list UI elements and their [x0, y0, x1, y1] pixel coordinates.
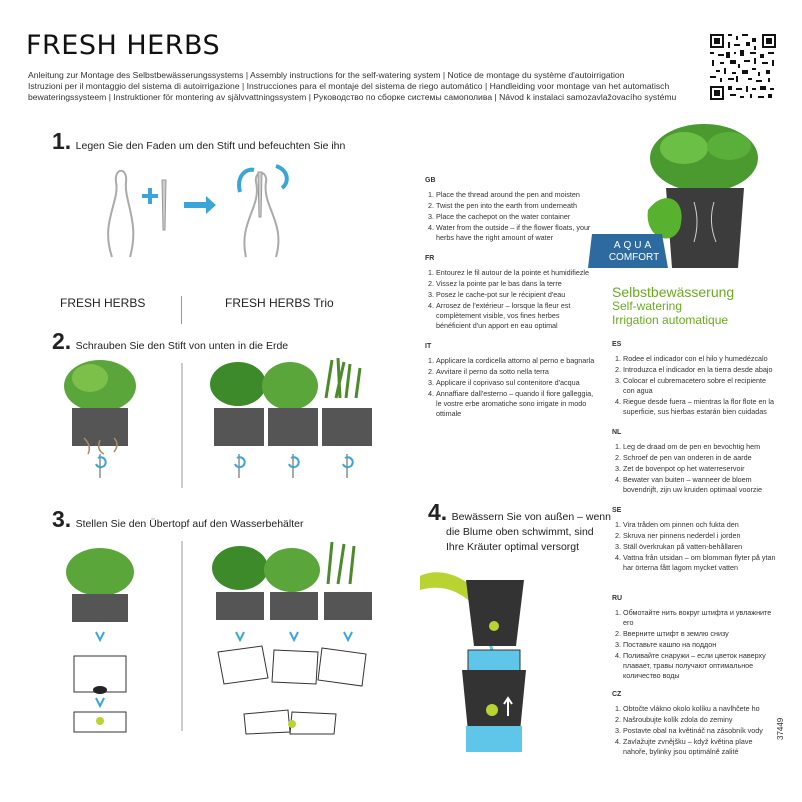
nl-item-2: 2. Schroef de pen van onderen in de aarde — [623, 453, 777, 463]
cz-item-2: 2. Našroubujte kolík zdola do zeminy — [623, 715, 777, 725]
step-3-illustration — [60, 536, 380, 736]
cz-item-1: 1. Obtočte vlákno okolo kolíku a navlhčete ho — [623, 704, 777, 714]
gb-item-2: 2. Twist the pen into the earth from underneath — [436, 201, 595, 211]
lang-nl — [612, 428, 777, 496]
ru-item-1: 1. Обмотайте нить вокруг штифта и увлажните его — [623, 608, 777, 628]
step-1-number: 1. — [52, 128, 72, 154]
step-1-heading — [52, 128, 345, 155]
rotate-arrow-icon — [239, 170, 254, 192]
step-3-number: 3. — [52, 506, 72, 532]
pen-icon — [162, 180, 166, 230]
lang-cz — [612, 690, 777, 758]
leaf-icon — [648, 198, 682, 238]
lang-it — [425, 342, 595, 420]
step-4-text-line-3: Ihre Kräuter optimal versorgt — [446, 541, 580, 553]
nl-item-4: 4. Bewater van buiten – wanneer de bloem bovendrijft, zijn uw kruiden optimaal voorzie — [623, 475, 777, 495]
step-1-text: Legen Sie den Faden um den Stift und befeuchten Sie ihn — [75, 140, 346, 152]
float-flower-icon — [489, 621, 499, 631]
se-item-2: 2. Skruva ner pinnens nederdel i jorden — [623, 531, 777, 541]
se-item-4: 4. Vattna från utsidan – om blomman flyter på ytan har örterna fått lagom mycket vatten — [623, 553, 777, 573]
step-3-heading — [52, 506, 303, 533]
ru-item-4: 4. Поливайте снаружи – если цветок наверху плавает, травы получают оптимальное количество воды — [623, 651, 777, 681]
fr-item-1: 1. Entourez le fil autour de la pointe et humidifiezle — [436, 268, 595, 278]
step-3-text: Stellen Sie den Übertopf auf den Wasserbehälter — [75, 518, 304, 530]
es-item-4: 4. Riegue desde fuera – mientras la flor flote en la superficie, sus hierbas estarán bien cuidadas — [623, 397, 777, 417]
qr-code — [710, 34, 776, 100]
column-divider — [181, 296, 182, 324]
product-title-block — [612, 285, 734, 327]
lang-code-nl: NL — [612, 429, 622, 436]
product-sub-2: Irrigation automatique — [612, 313, 729, 327]
es-item-2: 2. Introduzca el indicador en la tierra desde abajo — [623, 365, 777, 375]
page-title: FRESH HERBS — [26, 30, 221, 61]
se-item-3: 3. Ställ överkrukan på vatten-behållaren — [623, 542, 777, 552]
lang-code-ru: RU — [612, 595, 623, 602]
nl-item-1: 1. Leg de draad om de pen en bevochtig hem — [623, 442, 777, 452]
fr-item-2: 2. Vissez la pointe par le bas dans la terre — [436, 279, 595, 289]
lang-se — [612, 506, 777, 574]
es-item-1: 1. Rodee el indicador con el hilo y humedézcalo — [623, 354, 777, 364]
ru-item-3: 3. Поставьте кашпо на поддон — [623, 640, 777, 650]
arrow-down-icon — [96, 632, 104, 640]
gb-item-4: 4. Water from the outside – if the flower floats, your herbs have the right amount of water — [436, 223, 595, 243]
trio-plants-icon — [210, 358, 372, 478]
lang-fr — [425, 254, 595, 332]
lang-code-gb: GB — [425, 177, 436, 184]
step-2-number: 2. — [52, 328, 72, 354]
thread-icon — [108, 171, 133, 257]
lang-ru — [612, 594, 777, 682]
product-title: Selbstbewässerung — [612, 284, 735, 300]
step-4-text-line-2: die Blume oben schwimmt, sind — [446, 526, 594, 538]
nl-item-3: 3. Zet de bovenpot op het waterreservoir — [623, 464, 777, 474]
step-4-heading — [428, 499, 628, 554]
cz-item-4: 4. Zavlažujte zvnějšku – když květina plave nahoře, bylinky jsou optimálně zalité — [623, 737, 777, 757]
badge-line-1: AQUA — [613, 240, 655, 251]
subtitle-line-3: bewateringssysteem | Instruktioner för montering av självvattningssystem | Руководство по сборке системы самополива | Návod k instalaci samozavlažovacího systému — [28, 92, 677, 102]
label-fresh-herbs: FRESH HERBS — [60, 296, 146, 310]
it-item-1: 1. Applicare la cordicella attorno al perno e bagnarla — [436, 356, 595, 366]
se-item-1: 1. Vira tråden om pinnen och fukta den — [623, 520, 777, 530]
lang-code-fr: FR — [425, 255, 435, 262]
it-item-3: 3. Applicare il coprivaso sul contenitore d'acqua — [436, 378, 595, 388]
gb-item-1: 1. Place the thread around the pen and moisten — [436, 190, 595, 200]
lang-code-es: ES — [612, 341, 622, 348]
badge-line-2: COMFORT — [608, 252, 660, 263]
aqua-comfort-label — [592, 240, 676, 264]
es-item-3: 3. Colocar el cubremacetero sobre el recipiente con agua — [623, 376, 777, 396]
lang-gb — [425, 176, 595, 244]
sku-number: 37449 — [776, 717, 785, 740]
subtitle-line-2: Istruzioni per il montaggio del sistema di autoirrigazione | Instrucciones para el montaje del sistema de riego automático | Handleiding voor montage van het automatisch — [28, 81, 670, 91]
lang-code-se: SE — [612, 507, 622, 514]
lang-es — [612, 340, 777, 418]
fr-item-4: 4. Arrosez de l'extérieur – lorsque la fleur est complètement visible, vos fines herbes bénéficient d'un apport en eau optimal — [436, 301, 595, 331]
ru-item-2: 2. Вверните штифт в землю снизу — [623, 629, 777, 639]
step-4-text-line-1: Bewässern Sie von außen – wenn — [451, 511, 611, 523]
step-4-number: 4. — [428, 499, 448, 525]
label-fresh-herbs-trio: FRESH HERBS Trio — [225, 296, 334, 310]
step-2-heading — [52, 328, 288, 355]
subtitle-line-1: Anleitung zur Montage des Selbstbewässerungssystems | Assembly instructions for the self-watering system | Notice de montage du système d'autoirrigation — [28, 70, 625, 80]
subtitle — [28, 70, 688, 103]
product-sub-1: Self-watering — [612, 299, 683, 313]
single-plant-icon — [64, 360, 136, 478]
it-item-4: 4. Annaffiare dall'esterno – quando il fiore galleggia, le vostre erbe aromatiche sono irrigate in modo ottimale — [436, 389, 595, 419]
step-4-illustration — [420, 566, 540, 762]
step-1-illustration — [90, 162, 330, 262]
gb-item-3: 3. Place the cachepot on the water container — [436, 212, 595, 222]
it-item-2: 2. Avvitare il perno da sotto nella terra — [436, 367, 595, 377]
lang-code-it: IT — [425, 343, 432, 350]
arrow-right-icon — [184, 196, 216, 214]
step-2-illustration — [60, 358, 380, 498]
cz-item-3: 3. Postavte obal na květináč na zásobník vody — [623, 726, 777, 736]
fr-item-3: 3. Posez le cache-pot sur le récipient d'eau — [436, 290, 595, 300]
lang-code-cz: CZ — [612, 691, 622, 698]
step-2-text: Schrauben Sie den Stift von unten in die Erde — [75, 340, 289, 352]
